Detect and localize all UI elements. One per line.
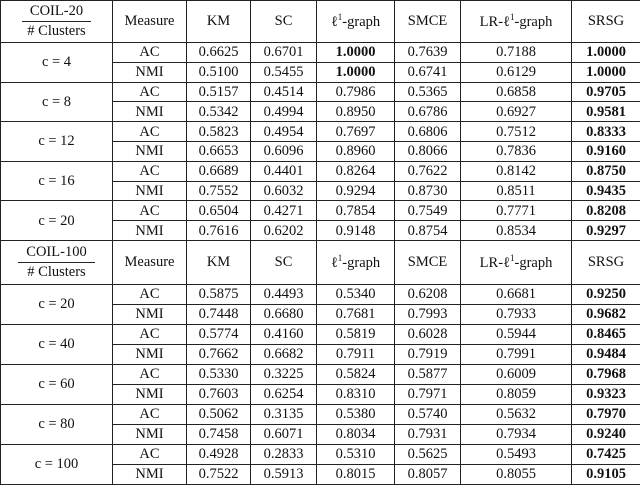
value-cell: 0.7968 <box>572 364 640 384</box>
table-row <box>1 404 640 424</box>
value-cell: 0.6653 <box>187 141 251 161</box>
header-row-coil-20 <box>1 1 640 43</box>
value-cell: 0.9323 <box>572 384 640 404</box>
table-row <box>1 284 640 304</box>
value-cell: 0.8754 <box>395 221 461 241</box>
measure-header: Measure <box>113 240 187 284</box>
method-name: KM <box>207 254 230 270</box>
value-cell: 0.8066 <box>395 141 461 161</box>
measure-cell: NMI <box>113 62 187 82</box>
value-cell: 0.5455 <box>251 62 317 82</box>
table-row <box>1 122 640 142</box>
measure-cell: NMI <box>113 221 187 241</box>
table-row <box>1 201 640 221</box>
value-cell: 0.8055 <box>461 464 572 484</box>
value-cell: 0.9148 <box>317 221 395 241</box>
value-cell: 0.7933 <box>461 304 572 324</box>
value-cell: 0.5310 <box>317 444 395 464</box>
table-row <box>1 324 640 344</box>
method-name: SMCE <box>408 254 448 270</box>
value-cell: 0.7512 <box>461 122 572 142</box>
measure-cell: AC <box>113 161 187 181</box>
measure-cell: AC <box>113 82 187 102</box>
value-cell: 0.5340 <box>317 284 395 304</box>
value-cell: 0.5774 <box>187 324 251 344</box>
value-cell: 0.8730 <box>395 181 461 201</box>
cluster-count: c = 16 <box>1 161 113 201</box>
method-header-srsg <box>572 1 640 43</box>
measure-cell: NMI <box>113 424 187 444</box>
dataset-cluster-header <box>1 240 113 284</box>
value-cell: 0.4271 <box>251 201 317 221</box>
value-cell: 0.7970 <box>572 404 640 424</box>
value-cell: 0.9160 <box>572 141 640 161</box>
value-cell: 0.5100 <box>187 62 251 82</box>
method-name: LR-ℓ$^1$-graph <box>480 255 553 271</box>
method-header-1-graph <box>317 1 395 43</box>
value-cell: 0.7603 <box>187 384 251 404</box>
value-cell: 0.9705 <box>572 82 640 102</box>
value-cell: 0.6129 <box>461 62 572 82</box>
value-cell: 0.8142 <box>461 161 572 181</box>
value-cell: 0.7993 <box>395 304 461 324</box>
value-cell: 0.6689 <box>187 161 251 181</box>
clusters-label: # Clusters <box>1 22 112 40</box>
value-cell: 0.5365 <box>395 82 461 102</box>
value-cell: 0.7991 <box>461 344 572 364</box>
cluster-count: c = 8 <box>1 82 113 122</box>
cluster-count: c = 20 <box>1 201 113 241</box>
table-row <box>1 43 640 63</box>
value-cell: 0.5493 <box>461 444 572 464</box>
measure-cell: AC <box>113 122 187 142</box>
value-cell: 0.4514 <box>251 82 317 102</box>
measure-cell: AC <box>113 284 187 304</box>
value-cell: 0.6681 <box>461 284 572 304</box>
value-cell: 0.5062 <box>187 404 251 424</box>
value-cell: 0.5824 <box>317 364 395 384</box>
value-cell: 0.8950 <box>317 102 395 122</box>
value-cell: 0.8059 <box>461 384 572 404</box>
value-cell: 0.5875 <box>187 284 251 304</box>
value-cell: 0.5944 <box>461 324 572 344</box>
value-cell: 0.5913 <box>251 464 317 484</box>
value-cell: 0.7639 <box>395 43 461 63</box>
measure-cell: NMI <box>113 181 187 201</box>
value-cell: 0.4954 <box>251 122 317 142</box>
value-cell: 0.6202 <box>251 221 317 241</box>
value-cell: 0.3225 <box>251 364 317 384</box>
value-cell: 0.8015 <box>317 464 395 484</box>
value-cell: 0.9240 <box>572 424 640 444</box>
value-cell: 1.0000 <box>572 43 640 63</box>
value-cell: 0.8310 <box>317 384 395 404</box>
value-cell: 0.7552 <box>187 181 251 201</box>
value-cell: 0.7931 <box>395 424 461 444</box>
value-cell: 0.7934 <box>461 424 572 444</box>
method-name: ℓ$^1$-graph <box>331 14 380 30</box>
value-cell: 0.7188 <box>461 43 572 63</box>
value-cell: 0.6680 <box>251 304 317 324</box>
value-cell: 0.7622 <box>395 161 461 181</box>
cluster-count: c = 40 <box>1 324 113 364</box>
value-cell: 0.8511 <box>461 181 572 201</box>
value-cell: 0.6786 <box>395 102 461 122</box>
value-cell: 0.9105 <box>572 464 640 484</box>
cluster-count: c = 12 <box>1 122 113 162</box>
value-cell: 0.7425 <box>572 444 640 464</box>
value-cell: 0.7971 <box>395 384 461 404</box>
cluster-count: c = 80 <box>1 404 113 444</box>
value-cell: 0.6927 <box>461 102 572 122</box>
measure-cell: NMI <box>113 304 187 324</box>
method-name: ℓ$^1$-graph <box>331 255 380 271</box>
cluster-count: c = 4 <box>1 43 113 83</box>
method-name: LR-ℓ$^1$-graph <box>480 14 553 30</box>
value-cell: 0.7549 <box>395 201 461 221</box>
method-name: SC <box>275 13 293 29</box>
method-header-sc <box>251 240 317 284</box>
value-cell: 0.7986 <box>317 82 395 102</box>
value-cell: 0.6701 <box>251 43 317 63</box>
value-cell: 0.7662 <box>187 344 251 364</box>
value-cell: 0.8333 <box>572 122 640 142</box>
measure-header: Measure <box>113 1 187 43</box>
value-cell: 0.4493 <box>251 284 317 304</box>
measure-cell: AC <box>113 364 187 384</box>
cluster-count: c = 20 <box>1 284 113 324</box>
value-cell: 0.9250 <box>572 284 640 304</box>
method-name: SMCE <box>408 13 448 29</box>
value-cell: 1.0000 <box>317 62 395 82</box>
value-cell: 0.4160 <box>251 324 317 344</box>
method-name: SC <box>275 254 293 270</box>
method-header-srsg <box>572 240 640 284</box>
value-cell: 0.6504 <box>187 201 251 221</box>
clusters-label: # Clusters <box>1 263 112 281</box>
value-cell: 0.5823 <box>187 122 251 142</box>
value-cell: 0.8034 <box>317 424 395 444</box>
value-cell: 0.7681 <box>317 304 395 324</box>
table-row <box>1 444 640 464</box>
value-cell: 0.5330 <box>187 364 251 384</box>
value-cell: 0.6682 <box>251 344 317 364</box>
value-cell: 0.5380 <box>317 404 395 424</box>
value-cell: 0.7616 <box>187 221 251 241</box>
method-header-1-graph <box>317 240 395 284</box>
value-cell: 0.9484 <box>572 344 640 364</box>
value-cell: 0.7522 <box>187 464 251 484</box>
value-cell: 0.8057 <box>395 464 461 484</box>
method-name: SRSG <box>588 13 624 29</box>
value-cell: 0.9294 <box>317 181 395 201</box>
value-cell: 0.5877 <box>395 364 461 384</box>
value-cell: 0.7919 <box>395 344 461 364</box>
value-cell: 0.6254 <box>251 384 317 404</box>
header-row-coil-100 <box>1 240 640 284</box>
value-cell: 0.4994 <box>251 102 317 122</box>
measure-cell: NMI <box>113 141 187 161</box>
table-row <box>1 82 640 102</box>
value-cell: 0.6009 <box>461 364 572 384</box>
measure-cell: AC <box>113 43 187 63</box>
value-cell: 0.2833 <box>251 444 317 464</box>
value-cell: 1.0000 <box>317 43 395 63</box>
value-cell: 0.6096 <box>251 141 317 161</box>
value-cell: 0.4401 <box>251 161 317 181</box>
value-cell: 0.6208 <box>395 284 461 304</box>
value-cell: 0.9682 <box>572 304 640 324</box>
value-cell: 0.5632 <box>461 404 572 424</box>
value-cell: 0.8750 <box>572 161 640 181</box>
value-cell: 0.9435 <box>572 181 640 201</box>
value-cell: 0.7911 <box>317 344 395 364</box>
value-cell: 0.7697 <box>317 122 395 142</box>
value-cell: 0.7448 <box>187 304 251 324</box>
table-row <box>1 364 640 384</box>
value-cell: 0.8960 <box>317 141 395 161</box>
value-cell: 0.7771 <box>461 201 572 221</box>
value-cell: 0.6028 <box>395 324 461 344</box>
value-cell: 0.6625 <box>187 43 251 63</box>
value-cell: 0.6032 <box>251 181 317 201</box>
method-header-km <box>187 240 251 284</box>
method-header-km <box>187 1 251 43</box>
table-row <box>1 161 640 181</box>
value-cell: 0.8534 <box>461 221 572 241</box>
method-name: KM <box>207 13 230 29</box>
measure-cell: AC <box>113 404 187 424</box>
measure-cell: NMI <box>113 384 187 404</box>
method-header-smce <box>395 240 461 284</box>
value-cell: 0.8465 <box>572 324 640 344</box>
measure-cell: AC <box>113 324 187 344</box>
value-cell: 0.9581 <box>572 102 640 122</box>
value-cell: 0.6741 <box>395 62 461 82</box>
value-cell: 0.4928 <box>187 444 251 464</box>
method-header-sc <box>251 1 317 43</box>
cluster-count: c = 60 <box>1 364 113 404</box>
value-cell: 0.5342 <box>187 102 251 122</box>
method-header-lr-1-graph <box>461 1 572 43</box>
value-cell: 1.0000 <box>572 62 640 82</box>
value-cell: 0.6071 <box>251 424 317 444</box>
measure-cell: AC <box>113 444 187 464</box>
value-cell: 0.5157 <box>187 82 251 102</box>
dataset-name: COIL-100 <box>18 244 94 263</box>
value-cell: 0.6858 <box>461 82 572 102</box>
measure-cell: NMI <box>113 102 187 122</box>
method-header-smce <box>395 1 461 43</box>
value-cell: 0.5625 <box>395 444 461 464</box>
measure-cell: NMI <box>113 344 187 364</box>
value-cell: 0.6806 <box>395 122 461 142</box>
value-cell: 0.5740 <box>395 404 461 424</box>
method-header-lr-1-graph <box>461 240 572 284</box>
dataset-cluster-header <box>1 1 113 43</box>
value-cell: 0.7458 <box>187 424 251 444</box>
measure-cell: NMI <box>113 464 187 484</box>
cluster-count: c = 100 <box>1 444 113 484</box>
value-cell: 0.5819 <box>317 324 395 344</box>
dataset-name: COIL-20 <box>22 3 91 22</box>
value-cell: 0.7854 <box>317 201 395 221</box>
measure-cell: AC <box>113 201 187 221</box>
value-cell: 0.8208 <box>572 201 640 221</box>
method-name: SRSG <box>588 254 624 270</box>
value-cell: 0.8264 <box>317 161 395 181</box>
value-cell: 0.7836 <box>461 141 572 161</box>
value-cell: 0.9297 <box>572 221 640 241</box>
value-cell: 0.3135 <box>251 404 317 424</box>
